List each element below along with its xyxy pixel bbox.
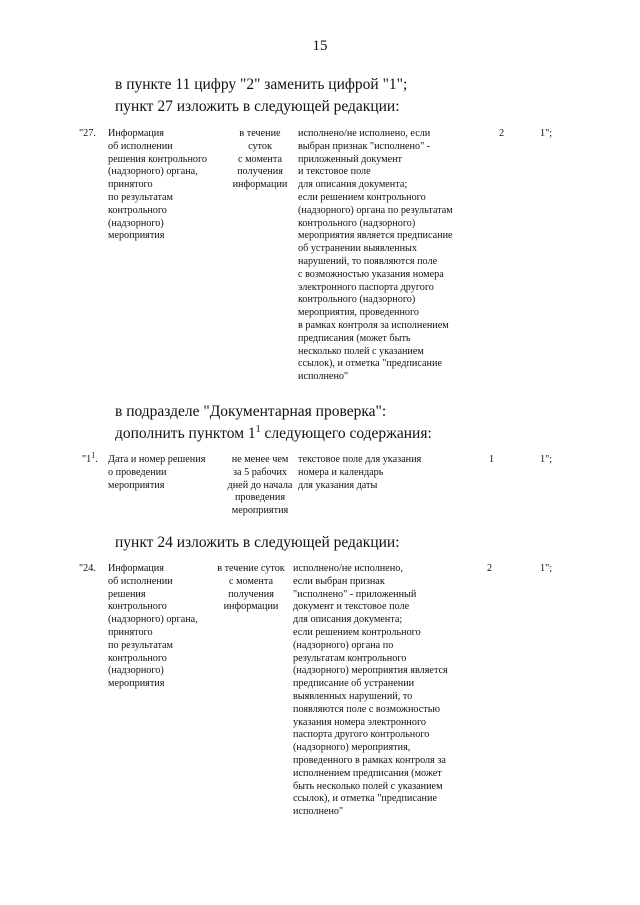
- cell-line: если выбран признак: [293, 575, 385, 587]
- cell-line: мероприятия: [231, 505, 289, 517]
- item-format: [293, 563, 448, 819]
- cell-line: контрольного: [108, 204, 167, 216]
- instruction-text: дополнить пунктом 1: [115, 425, 256, 442]
- cell-line: с момента: [238, 153, 282, 165]
- cell-line: принятого: [108, 626, 153, 638]
- item-value: 1: [489, 454, 495, 465]
- cell-line: контрольного (надзорного): [298, 217, 416, 229]
- superscript: 1: [91, 450, 96, 460]
- item-value: 1";: [540, 454, 553, 465]
- cell-line: (надзорного) мероприятия является: [293, 665, 448, 677]
- cell-line: ссылок), и отметка "предписание: [293, 793, 437, 805]
- cell-line: результатам контрольного: [293, 652, 407, 664]
- item-name: [108, 563, 198, 691]
- cell-line: (надзорного) мероприятия,: [293, 742, 411, 754]
- cell-line: выявленных нарушений, то: [293, 690, 413, 702]
- item-name: [108, 454, 205, 492]
- cell-line: исполнено/не исполнено,: [293, 563, 403, 574]
- cell-line: если решением контрольного: [293, 626, 421, 638]
- item-deadline: [207, 563, 295, 614]
- cell-line: и текстовое поле: [298, 166, 371, 178]
- cell-line: исполнением предписания (может: [293, 767, 442, 779]
- cell-line: "исполнено" - приложенный: [293, 588, 417, 600]
- cell-line: Дата и номер решения: [108, 454, 206, 465]
- instruction-text: следующего содержания:: [260, 425, 432, 442]
- cell-line: электронного паспорта другого: [298, 281, 434, 293]
- cell-line: по результатам: [108, 191, 174, 203]
- cell-line: Информация: [108, 563, 164, 574]
- cell-line: для описания документа;: [293, 614, 403, 626]
- item-deadline: [228, 128, 292, 192]
- row-number: "24.: [79, 563, 96, 574]
- instruction-line: [115, 423, 432, 444]
- cell-line: проведения: [234, 492, 286, 504]
- cell-line: решения: [108, 588, 146, 600]
- cell-line: приложенный документ: [298, 153, 403, 165]
- cell-line: в рамках контроля за исполнением: [298, 319, 449, 331]
- cell-line: проведенного в рамках контроля за: [293, 754, 446, 766]
- item-name: [108, 128, 207, 243]
- cell-line: документ и текстовое поле: [293, 601, 410, 613]
- cell-line: исполнено": [298, 371, 349, 383]
- cell-line: указания номера электронного: [293, 716, 426, 728]
- cell-line: суток: [248, 140, 272, 152]
- cell-line: в течение суток: [217, 563, 285, 574]
- cell-line: Информация: [108, 128, 164, 139]
- cell-line: предписания (может быть: [298, 332, 411, 344]
- cell-line: (надзорного): [108, 217, 164, 229]
- instruction-line: в подразделе "Документарная проверка":: [115, 403, 387, 420]
- cell-line: дней до начала: [227, 479, 293, 491]
- instruction-line: пункт 27 изложить в следующей редакции:: [115, 98, 400, 115]
- row-number: "27.: [79, 128, 96, 139]
- cell-line: (надзорного) органа по результатам: [298, 204, 453, 216]
- cell-line: контрольного (надзорного): [298, 294, 416, 306]
- cell-line: об исполнении: [108, 140, 173, 152]
- cell-line: (надзорного) органа,: [108, 166, 198, 178]
- cell-line: (надзорного) органа,: [108, 614, 198, 626]
- item-value: 1";: [540, 128, 553, 139]
- cell-line: предписание об устранении: [293, 678, 415, 690]
- cell-line: не менее чем: [231, 454, 289, 465]
- cell-line: мероприятия: [108, 230, 165, 242]
- cell-line: контрольного: [108, 652, 167, 664]
- cell-line: быть несколько полей с указанием: [293, 780, 443, 792]
- cell-line: об исполнении: [108, 575, 173, 587]
- cell-line: (надзорного): [108, 665, 164, 677]
- cell-line: об устранении выявленных: [298, 243, 417, 255]
- cell-line: номера и календарь: [298, 466, 384, 478]
- row-number: [82, 450, 98, 467]
- cell-line: исполнено/не исполнено, если: [298, 128, 431, 139]
- row-number-text: "1: [82, 454, 92, 465]
- cell-line: информации: [232, 179, 288, 191]
- item-value: 2: [487, 563, 493, 574]
- instruction-line: в пункте 11 цифру "2" заменить цифрой "1";: [115, 76, 408, 93]
- item-value: 2: [499, 128, 505, 139]
- cell-line: мероприятия, проведенного: [298, 307, 420, 319]
- cell-line: появляются поле с возможностью: [293, 703, 440, 715]
- cell-line: в течение: [239, 128, 281, 139]
- instruction-line: пункт 24 изложить в следующей редакции:: [115, 534, 400, 551]
- item-format: [298, 128, 453, 384]
- cell-line: за 5 рабочих: [232, 466, 288, 478]
- item-value: 1";: [540, 563, 553, 574]
- cell-line: для указания даты: [298, 479, 378, 491]
- cell-line: ссылок), и отметка "предписание: [298, 358, 442, 370]
- cell-line: о проведении: [108, 466, 167, 478]
- cell-line: решения контрольного: [108, 153, 208, 165]
- row-number-text: .: [95, 454, 98, 465]
- cell-line: (надзорного) органа по: [293, 639, 394, 651]
- cell-line: информации: [223, 601, 279, 613]
- item-format: [298, 454, 421, 492]
- cell-line: с момента: [229, 575, 273, 587]
- cell-line: мероприятия: [108, 479, 165, 491]
- cell-line: паспорта другого контрольного: [293, 729, 430, 741]
- cell-line: мероприятия является предписание: [298, 230, 453, 242]
- cell-line: если решением контрольного: [298, 191, 426, 203]
- cell-line: получения: [237, 166, 283, 178]
- cell-line: с возможностью указания номера: [298, 268, 444, 280]
- cell-line: исполнено": [293, 806, 344, 818]
- superscript: 1: [255, 423, 261, 435]
- page-number: 15: [312, 38, 328, 54]
- cell-line: выбран признак "исполнено" -: [298, 140, 431, 152]
- cell-line: несколько полей с указанием: [298, 345, 424, 357]
- cell-line: текстовое поле для указания: [298, 454, 422, 465]
- cell-line: мероприятия: [108, 678, 165, 690]
- cell-line: контрольного: [108, 601, 167, 613]
- cell-line: получения: [228, 588, 274, 600]
- cell-line: по результатам: [108, 639, 174, 651]
- cell-line: для описания документа;: [298, 179, 408, 191]
- item-deadline: [223, 454, 297, 518]
- cell-line: принятого: [108, 179, 153, 191]
- cell-line: нарушений, то появляются поле: [298, 255, 438, 267]
